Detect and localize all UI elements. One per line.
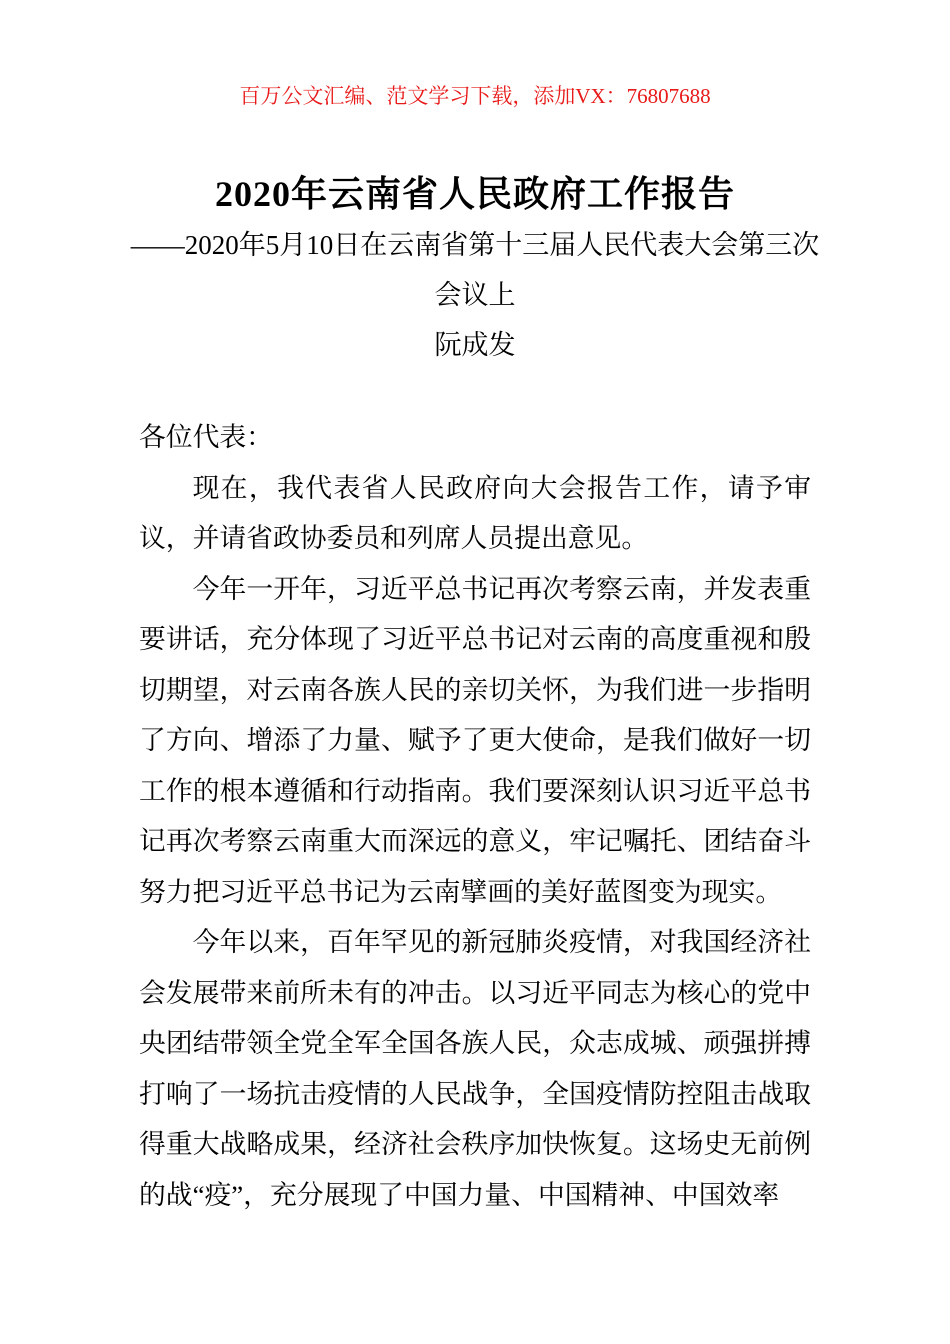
salutation: 各位代表： (139, 422, 273, 452)
document-body (139, 412, 811, 1220)
promo-banner: 百万公文汇编、范文学习下载，添加VX：76807688 (239, 84, 711, 108)
body-paragraph: 今年一开年，习近平总书记再次考察云南，并发表重要讲话，充分体现了习近平总书记对云南的高度重视和殷切期望，对云南各族人民的亲切关怀，为我们进一步指明了方向、增添了力量、赋予了更大使命，是我们做好一切工作的根本遵循和行动指南。我们要深刻认识习近平总书记再次考察云南重大而深远的意义，牢记嘱托、团结奋斗努力把习近平总书记为云南擘画的美好蓝图变为现实。 (139, 573, 811, 907)
document-title: 2020年云南省人民政府工作报告 (214, 174, 735, 214)
document-subtitle: ——2020年5月10日在云南省第十三届人民代表大会第三次会议上 (130, 230, 820, 310)
author-name: 阮成发 (434, 330, 516, 360)
body-paragraph: 现在，我代表省人民政府向大会报告工作，请予审议，并请省政协委员和列席人员提出意见。 (139, 472, 811, 553)
body-paragraph: 今年以来，百年罕见的新冠肺炎疫情，对我国经济社会发展带来前所未有的冲击。以习近平同志为核心的党中央团结带领全党全军全国各族人民，众志成城、顽强拼搏打响了一场抗击疫情的人民战争，全国疫情防控阻击战取得重大战略成果，经济社会秩序加快恢复。这场史无前例的战“疫”，充分展现了中国力量、中国精神、中国效率 (139, 927, 811, 1210)
